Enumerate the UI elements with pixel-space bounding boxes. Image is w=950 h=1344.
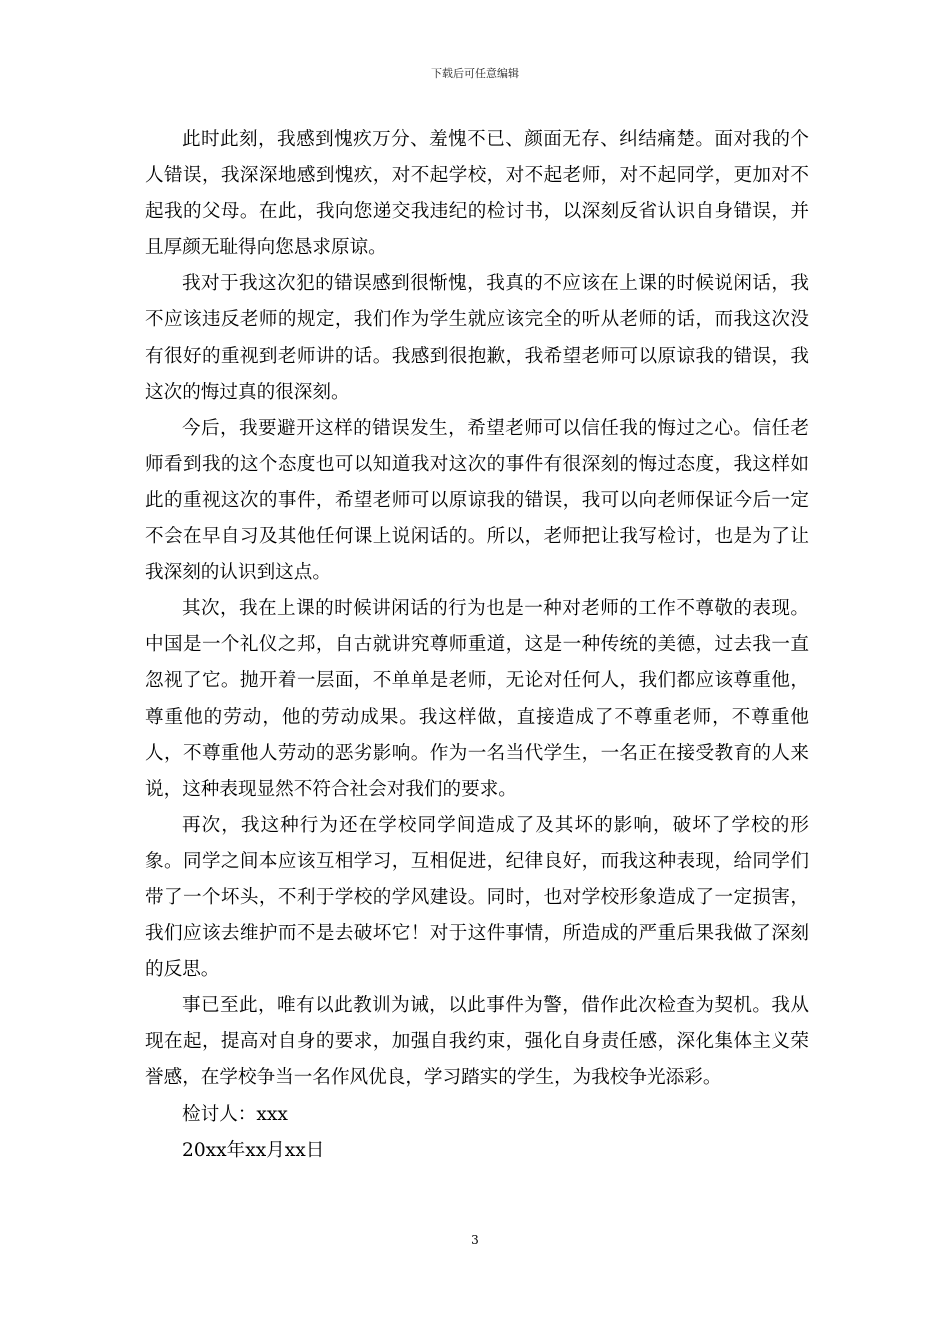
paragraph-6: 事已至此，唯有以此教训为诫，以此事件为警，借作此次检查为契机。我从现在起，提高对自身的要求，加强自我约束，强化自身责任感，深化集体主义荣誉感，在学校争当一名作风优良，学习踏实的学生，为我校争光添彩。	[145, 995, 809, 1089]
paragraph-3: 今后，我要避开这样的错误发生，希望老师可以信任我的悔过之心。信任老师看到我的这个态度也可以知道我对这次的事件有很深刻的悔过态度，我这样如此的重视这次的事件，希望老师可以原谅我的错误，我可以向老师保证今后一定不会在早自习及其他任何课上说闲话的。所以，老师把让我写检讨，也是为了让我深刻的认识到这点。	[145, 417, 809, 584]
page-number: 3	[471, 1233, 479, 1247]
paragraph-4: 其次，我在上课的时候讲闲话的行为也是一种对老师的工作不尊敬的表现。中国是一个礼仪之邦，自古就讲究尊师重道，这是一种传统的美德，过去我一直忽视了它。抛开着一层面，不单单是老师，无论对任何人，我们都应该尊重他，尊重他的劳动，他的劳动成果。我这样做，直接造成了不尊重老师，不尊重他人，不尊重他人劳动的恶劣影响。作为一名当代学生，一名正在接受教育的人来说，这种表现显然不符合社会对我们的要求。	[145, 598, 809, 800]
signature-author: 检讨人：xxx	[182, 1103, 288, 1125]
document-body	[145, 122, 809, 1169]
paragraph-5: 再次，我这种行为还在学校同学间造成了及其坏的影响，破坏了学校的形象。同学之间本应该互相学习，互相促进，纪律良好，而我这种表现，给同学们带了一个坏头，不利于学校的学风建设。同时，也对学校形象造成了一定损害，我们应该去维护而不是去破坏它！对于这件事情，所造成的严重后果我做了深刻的反思。	[145, 814, 809, 981]
signature-date: 20xx年xx月xx日	[182, 1139, 325, 1161]
paragraph-1: 此时此刻，我感到愧疚万分、羞愧不已、颜面无存、纠结痛楚。面对我的个人错误，我深深地感到愧疚，对不起学校，对不起老师，对不起同学，更加对不起我的父母。在此，我向您递交我违纪的检讨书，以深刻反省认识自身错误，并且厚颜无耻得向您恳求原谅。	[145, 129, 809, 259]
page-header: 下载后可任意编辑	[431, 67, 519, 80]
paragraph-2: 我对于我这次犯的错误感到很惭愧，我真的不应该在上课的时候说闲话，我不应该违反老师的规定，我们作为学生就应该完全的听从老师的话，而我这次没有很好的重视到老师讲的话。我感到很抱歉，我希望老师可以原谅我的错误，我这次的悔过真的很深刻。	[145, 273, 809, 403]
